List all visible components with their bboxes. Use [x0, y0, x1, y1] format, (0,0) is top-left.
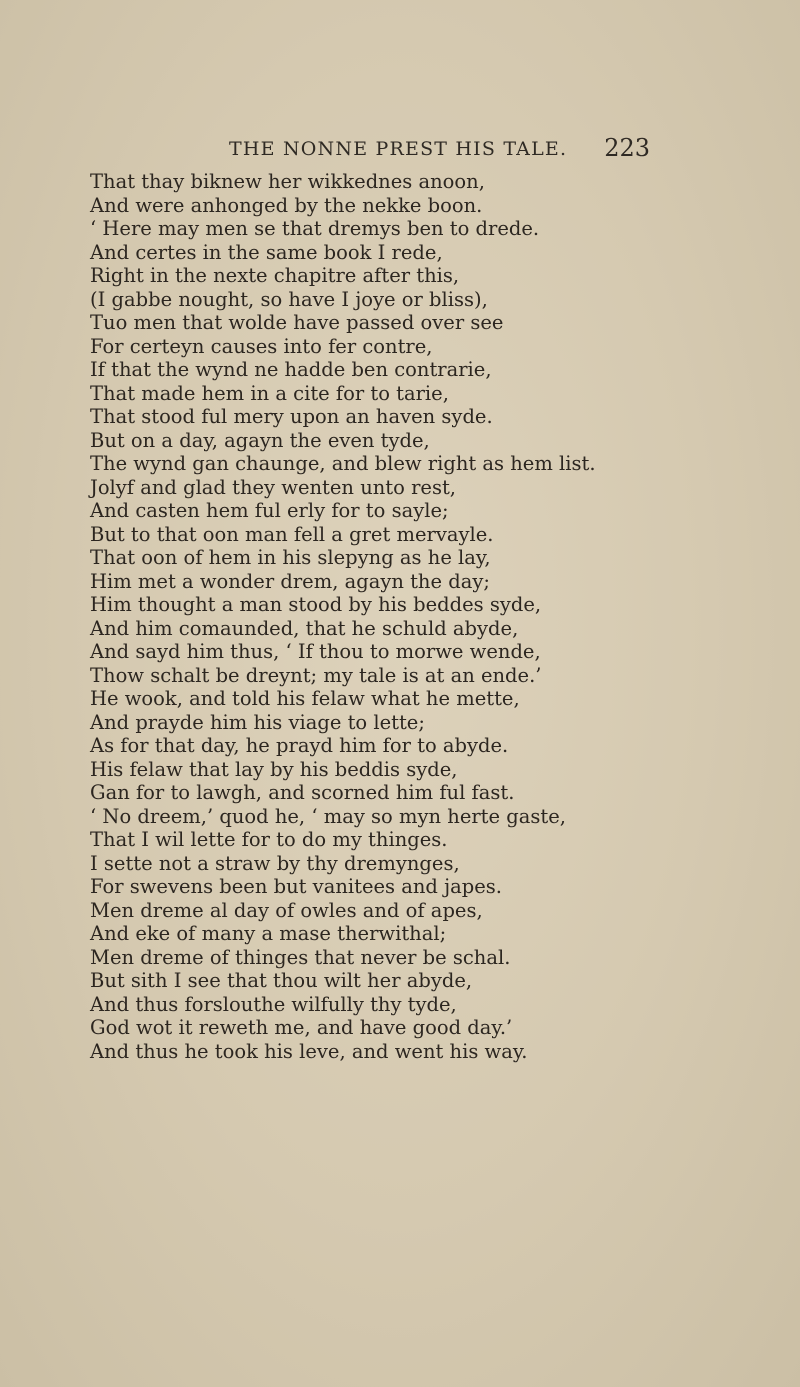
verse-line: If that the wynd ne hadde ben contrarie, [90, 358, 492, 381]
running-head [200, 130, 650, 170]
verse-line: And prayde him his viage to lette; [90, 710, 425, 734]
verse-line: That I wil lette for to do my thinges. [90, 828, 448, 851]
verse-line: And him comaunded, that he schuld abyde, [90, 616, 519, 640]
verse-line: But to that oon man fell a gret mervayle. [90, 522, 494, 546]
verse-line: And thus he took his leve, and went his way. [90, 1039, 528, 1063]
verse-line: And casten hem ful erly for to sayle; [90, 499, 449, 522]
verse-line: Thow schalt be dreynt; my tale is at an ende.’ [90, 663, 542, 687]
verse-line: He wook, and told his felaw what he mette, [90, 687, 520, 710]
verse-line: Gan for to lawgh, and scorned him ful fast. [90, 781, 515, 804]
verse-line: That oon of hem in his slepyng as he lay, [90, 546, 491, 569]
verse-line: The wynd gan chaunge, and blew right as hem list. [90, 452, 596, 475]
verse-line: Men dreme of thinges that never be schal. [90, 945, 511, 969]
verse-line: Tuo men that wolde have passed over see [90, 311, 504, 334]
verse-line: And eke of many a mase therwithal; [90, 922, 447, 945]
verse-line: That stood ful mery upon an haven syde. [90, 405, 493, 428]
verse-line: As for that day, he prayd him for to abyde. [90, 734, 509, 757]
verse-line: His felaw that lay by his beddis syde, [90, 757, 458, 781]
verse-line: That made hem in a cite for to tarie, [90, 381, 449, 405]
verse-line: That thay biknew her wikkednes anoon, [90, 170, 485, 193]
verse-line: Right in the nexte chapitre after this, [90, 264, 460, 287]
verse-block [90, 170, 790, 1063]
verse-line: I sette not a straw by thy dremynges, [90, 851, 460, 875]
verse-line: (I gabbe nought, so have I joye or bliss), [90, 287, 488, 311]
verse-line: But on a day, agayn the even tyde, [90, 428, 430, 452]
verse-line: And thus forslouthe wilfully thy tyde, [90, 992, 457, 1016]
verse-line: And sayd him thus, ‘ If thou to morwe wende, [90, 640, 541, 663]
verse-line: ‘ Here may men se that dremys ben to drede. [90, 217, 540, 240]
running-title: THE NONNE PREST HIS TALE. [229, 138, 568, 160]
verse-line: Him thought a man stood by his beddes syde, [90, 593, 542, 616]
verse-line: For certeyn causes into fer contre, [90, 334, 433, 358]
verse-line: For swevens been but vanitees and japes. [90, 875, 503, 898]
verse-line: God wot it reweth me, and have good day.’ [90, 1016, 513, 1039]
verse-line: And were anhonged by the nekke boon. [90, 193, 483, 217]
verse-line: ‘ No dreem,’ quod he, ‘ may so myn herte gaste, [90, 804, 566, 828]
verse-line: Him met a wonder drem, agayn the day; [90, 569, 490, 593]
verse-line: And certes in the same book I rede, [90, 240, 443, 264]
verse-line: Jolyf and glad they wenten unto rest, [90, 475, 456, 499]
verse-line: But sith I see that thou wilt her abyde, [90, 969, 473, 992]
page-number: 223 [604, 134, 650, 162]
verse-line: Men dreme al day of owles and of apes, [90, 898, 483, 922]
